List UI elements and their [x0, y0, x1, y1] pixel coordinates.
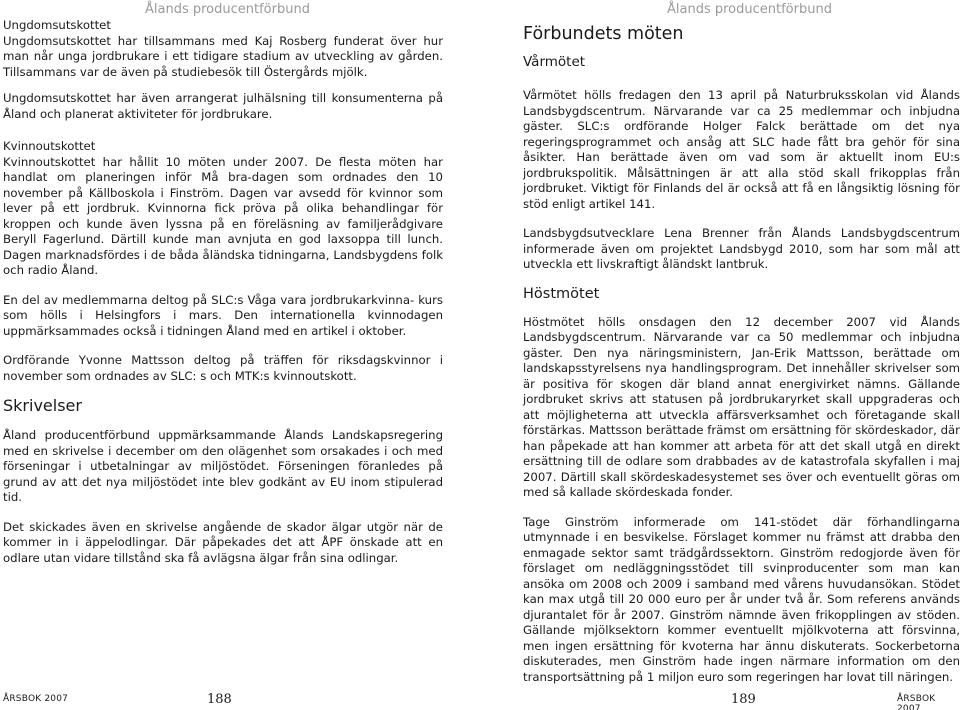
subsection-title-kvinnoutskottet: Kvinnoutskottet	[3, 139, 96, 153]
paragraph: Det skickades även en skrivelse angående de skador älgar utgör när de kommer in i äppelodlingar. Där påpekades det att ÅPF önskade att en odlare utan vidare tillstånd ska få avlägsna älgar från sina odlingar.	[3, 519, 443, 565]
page-number: 188	[207, 692, 232, 707]
paragraph: Ungdomsutskottet har även arrangerat julhälsning till konsumenterna på Åland och planerat aktiviteter för jordbrukare.	[3, 91, 443, 121]
heading-skrivelser: Skrivelser	[3, 396, 82, 415]
paragraph: Ordförande Yvonne Mattsson deltog på träffen för riksdagskvinnor i november som ordnades av SLC: s och MTK:s kvinnoutskott.	[3, 353, 443, 383]
heading-varmotet: Vårmötet	[523, 54, 586, 70]
paragraph: Höstmötet hölls onsdagen den 12 december 2007 vid Ålands Landsbygdscentrum. Närvarande var ca 50 medlemmar och inbjudna gäster. Den nya näringsministern, Jan-Erik Mattsson, berättade om landskapsstyrelsens nya handlingsprogram. Det innehåller skrivelser som är positiva för skogen där bland annat energivirket nämns. Gällande jordbruket skrivs att statusen på jordbrukaryrket skall uppgraderas och att möjligheterna att utveckla affärsverksamhet och företagande skall förstärkas. Mattsson berättade främst om ersättning för skördeskador, där han påpekade att han kommer att arbeta för att det skall utgå en direkt ersättning till de odlare som drabbades av de katastrofala skyfallen i maj 2007. Därtill skall skördeskadesystemet ses över och eventuellt göras om med så kallade skördeskada fonder.	[523, 314, 960, 499]
paragraph: Tage Ginström informerade om 141-stödet där förhandlingarna utmynnade i en besvikelse. Förslaget kommer nu främst att drabba den enmagade sektor samt trädgårdssektorn. Ginström redogjorde även för förslaget om nedläggningsstödet till svinproducenter som man kan ansöka om 2008 och 2009 i samband med vårens huvudansökan. Stödet kan max utgå till 20 000 euro per år under två år. Som referens används djurantalet för år 2007. Ginström nämnde även frikopplingen av stöden. Gällande mjölksektorn kommer eventuellt mjölkvoterna att försvinna, men ingen ersättning för kvoterna har ännu diskuterats. Sockerbetorna diskuterades, men Ginström hade ingen närmare information om den transportsättning på 1 miljon euro som regeringen har lovat till näringen.	[523, 514, 960, 684]
paragraph: Vårmötet hölls fredagen den 13 april på Naturbruksskolan vid Ålands Landsbygdscentrum. Närvarande var ca 25 medlemmar och inbjudna gäster. SLC:s ordförande Holger Falck berättade om det nya regeringsprogrammet och ansåg att SLC hade fått bra gehör för sina åsikter. Han berättade även om vad som är aktuellt inom EU:s jordbrukspolitik. Målsättningen är att alla stöd skall frikopplas från jordbruket. Viktigt för Finlands del är också att få en långsiktig lösning för stöd enligt artikel 141.	[523, 88, 960, 211]
left-page	[0, 0, 470, 710]
heading-hostmotet: Höstmötet	[523, 285, 600, 302]
paragraph: Åland producentförbund uppmärksammande Ålands Landskapsregering med en skrivelse i december om den olägenhet som orsakades i och med förseningar i utbetalningar av miljöstödet. Förseningen föranledes på grund av att det nya miljöstödet inte blev godkänt av EU inom stipulerad tid.	[3, 428, 443, 504]
running-head: Ålands producentförbund	[145, 2, 310, 17]
running-head: Ålands producentförbund	[667, 2, 832, 17]
paragraph: Kvinnoutskottet har hållit 10 möten under 2007. De flesta möten har handlat om planeringen inför Må bra-dagen som ordnades den 10 november på Källboskola i Finström. Dagen var avsedd för kvinnor som lever på ett jordbruk. Kvinnorna fick pröva på olika behandlingar för kroppen och kunde även lyssna på en föreläsning av familjerådgivare Beryll Fagerlund. Därtill kunde man avnjuta en god laxsoppa till lunch. Dagen marknadsfördes i de båda åländska tidningarna, Landsbygdens folk och radio Åland.	[3, 154, 443, 277]
paragraph: En del av medlemmarna deltog på SLC:s Våga vara jordbrukarkvinna- kurs som hölls i Helsingfors i mars. Den internationella kvinnodagen uppmärksammades också i tidningen Åland med en artikel i oktober.	[3, 292, 443, 338]
paragraph: Landsbygdsutvecklare Lena Brenner från Ålands Landsbygdscentrum informerade även om projektet Landsbygd 2010, som har som mål att utveckla ett livskraftigt åländskt lantbruk.	[523, 226, 960, 271]
page-number: 189	[731, 692, 756, 707]
section-title-ungdomsutskottet: Ungdomsutskottet	[3, 18, 111, 32]
right-column	[523, 22, 960, 685]
paragraph: Ungdomsutskottet har tillsammans med Kaj Rosberg funderat över hur man når unga jordbrukare i ett tidigare stadium av utveckling av gården. Tillsammans var de även på studiebesök till Östergårds mjölk.	[3, 33, 443, 79]
heading-forbundets-moten: Förbundets möten	[523, 24, 684, 44]
footer-label: ÅRSBOK 2007	[897, 694, 936, 710]
right-page	[490, 0, 960, 710]
footer-label: ÅRSBOK 2007	[3, 694, 69, 704]
left-column	[3, 18, 443, 566]
